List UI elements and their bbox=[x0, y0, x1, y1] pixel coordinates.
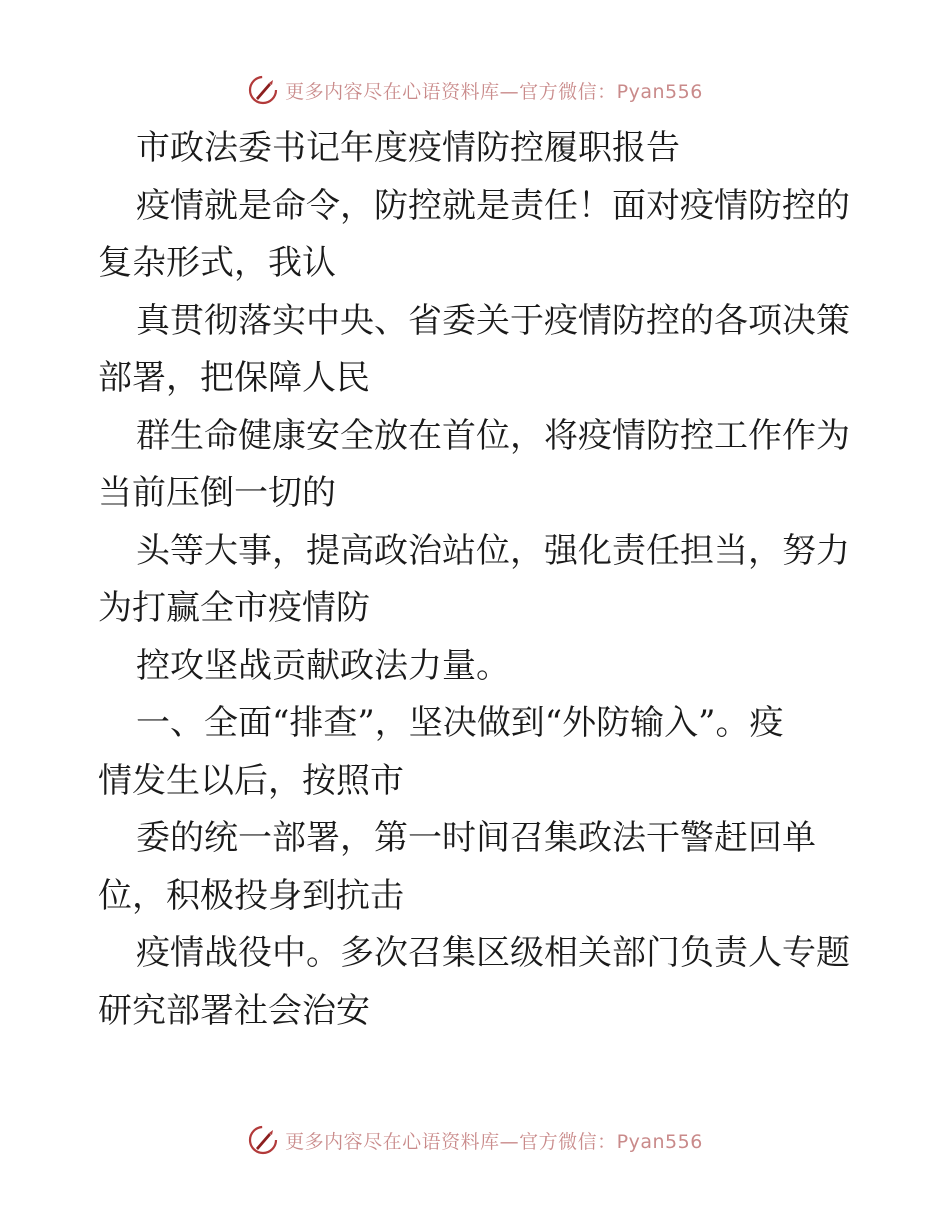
header-watermark-banner bbox=[0, 70, 950, 110]
document-title: 市政法委书记年度疫情防控履职报告 bbox=[136, 128, 680, 168]
paragraph: 头等大事，提高政治站位，强化责任担当，努力 为打赢全市疫情防 bbox=[98, 530, 850, 628]
quill-pen-logo-icon bbox=[247, 1124, 279, 1156]
header-watermark-text: 更多内容尽在心语资料库—官方微信：Pyan556 bbox=[285, 80, 703, 103]
paragraph: 控攻坚战贡献政法力量。 bbox=[136, 645, 510, 686]
paragraph: 委的统一部署，第一时间召集政法干警赶回单 位，积极投身到抗击 bbox=[98, 818, 816, 916]
paragraph: 疫情战役中。多次召集区级相关部门负责人专题 研究部署社会治安 bbox=[98, 933, 850, 1031]
paragraph: 一、全面“排查”，坚决做到“外防输入”。疫 情发生以后，按照市 bbox=[98, 703, 784, 801]
paragraph: 群生命健康安全放在首位，将疫情防控工作作为 当前压倒一切的 bbox=[98, 415, 850, 513]
footer-watermark-banner bbox=[0, 1120, 950, 1160]
footer-watermark-text: 更多内容尽在心语资料库—官方微信：Pyan556 bbox=[285, 1130, 703, 1153]
quill-pen-logo-icon bbox=[247, 74, 279, 106]
paragraph: 真贯彻落实中央、省委关于疫情防控的各项决策 部署，把保障人民 bbox=[98, 300, 850, 398]
paragraph: 疫情就是命令，防控就是责任！面对疫情防控的 复杂形式，我认 bbox=[98, 185, 850, 283]
document-body bbox=[98, 120, 858, 1040]
